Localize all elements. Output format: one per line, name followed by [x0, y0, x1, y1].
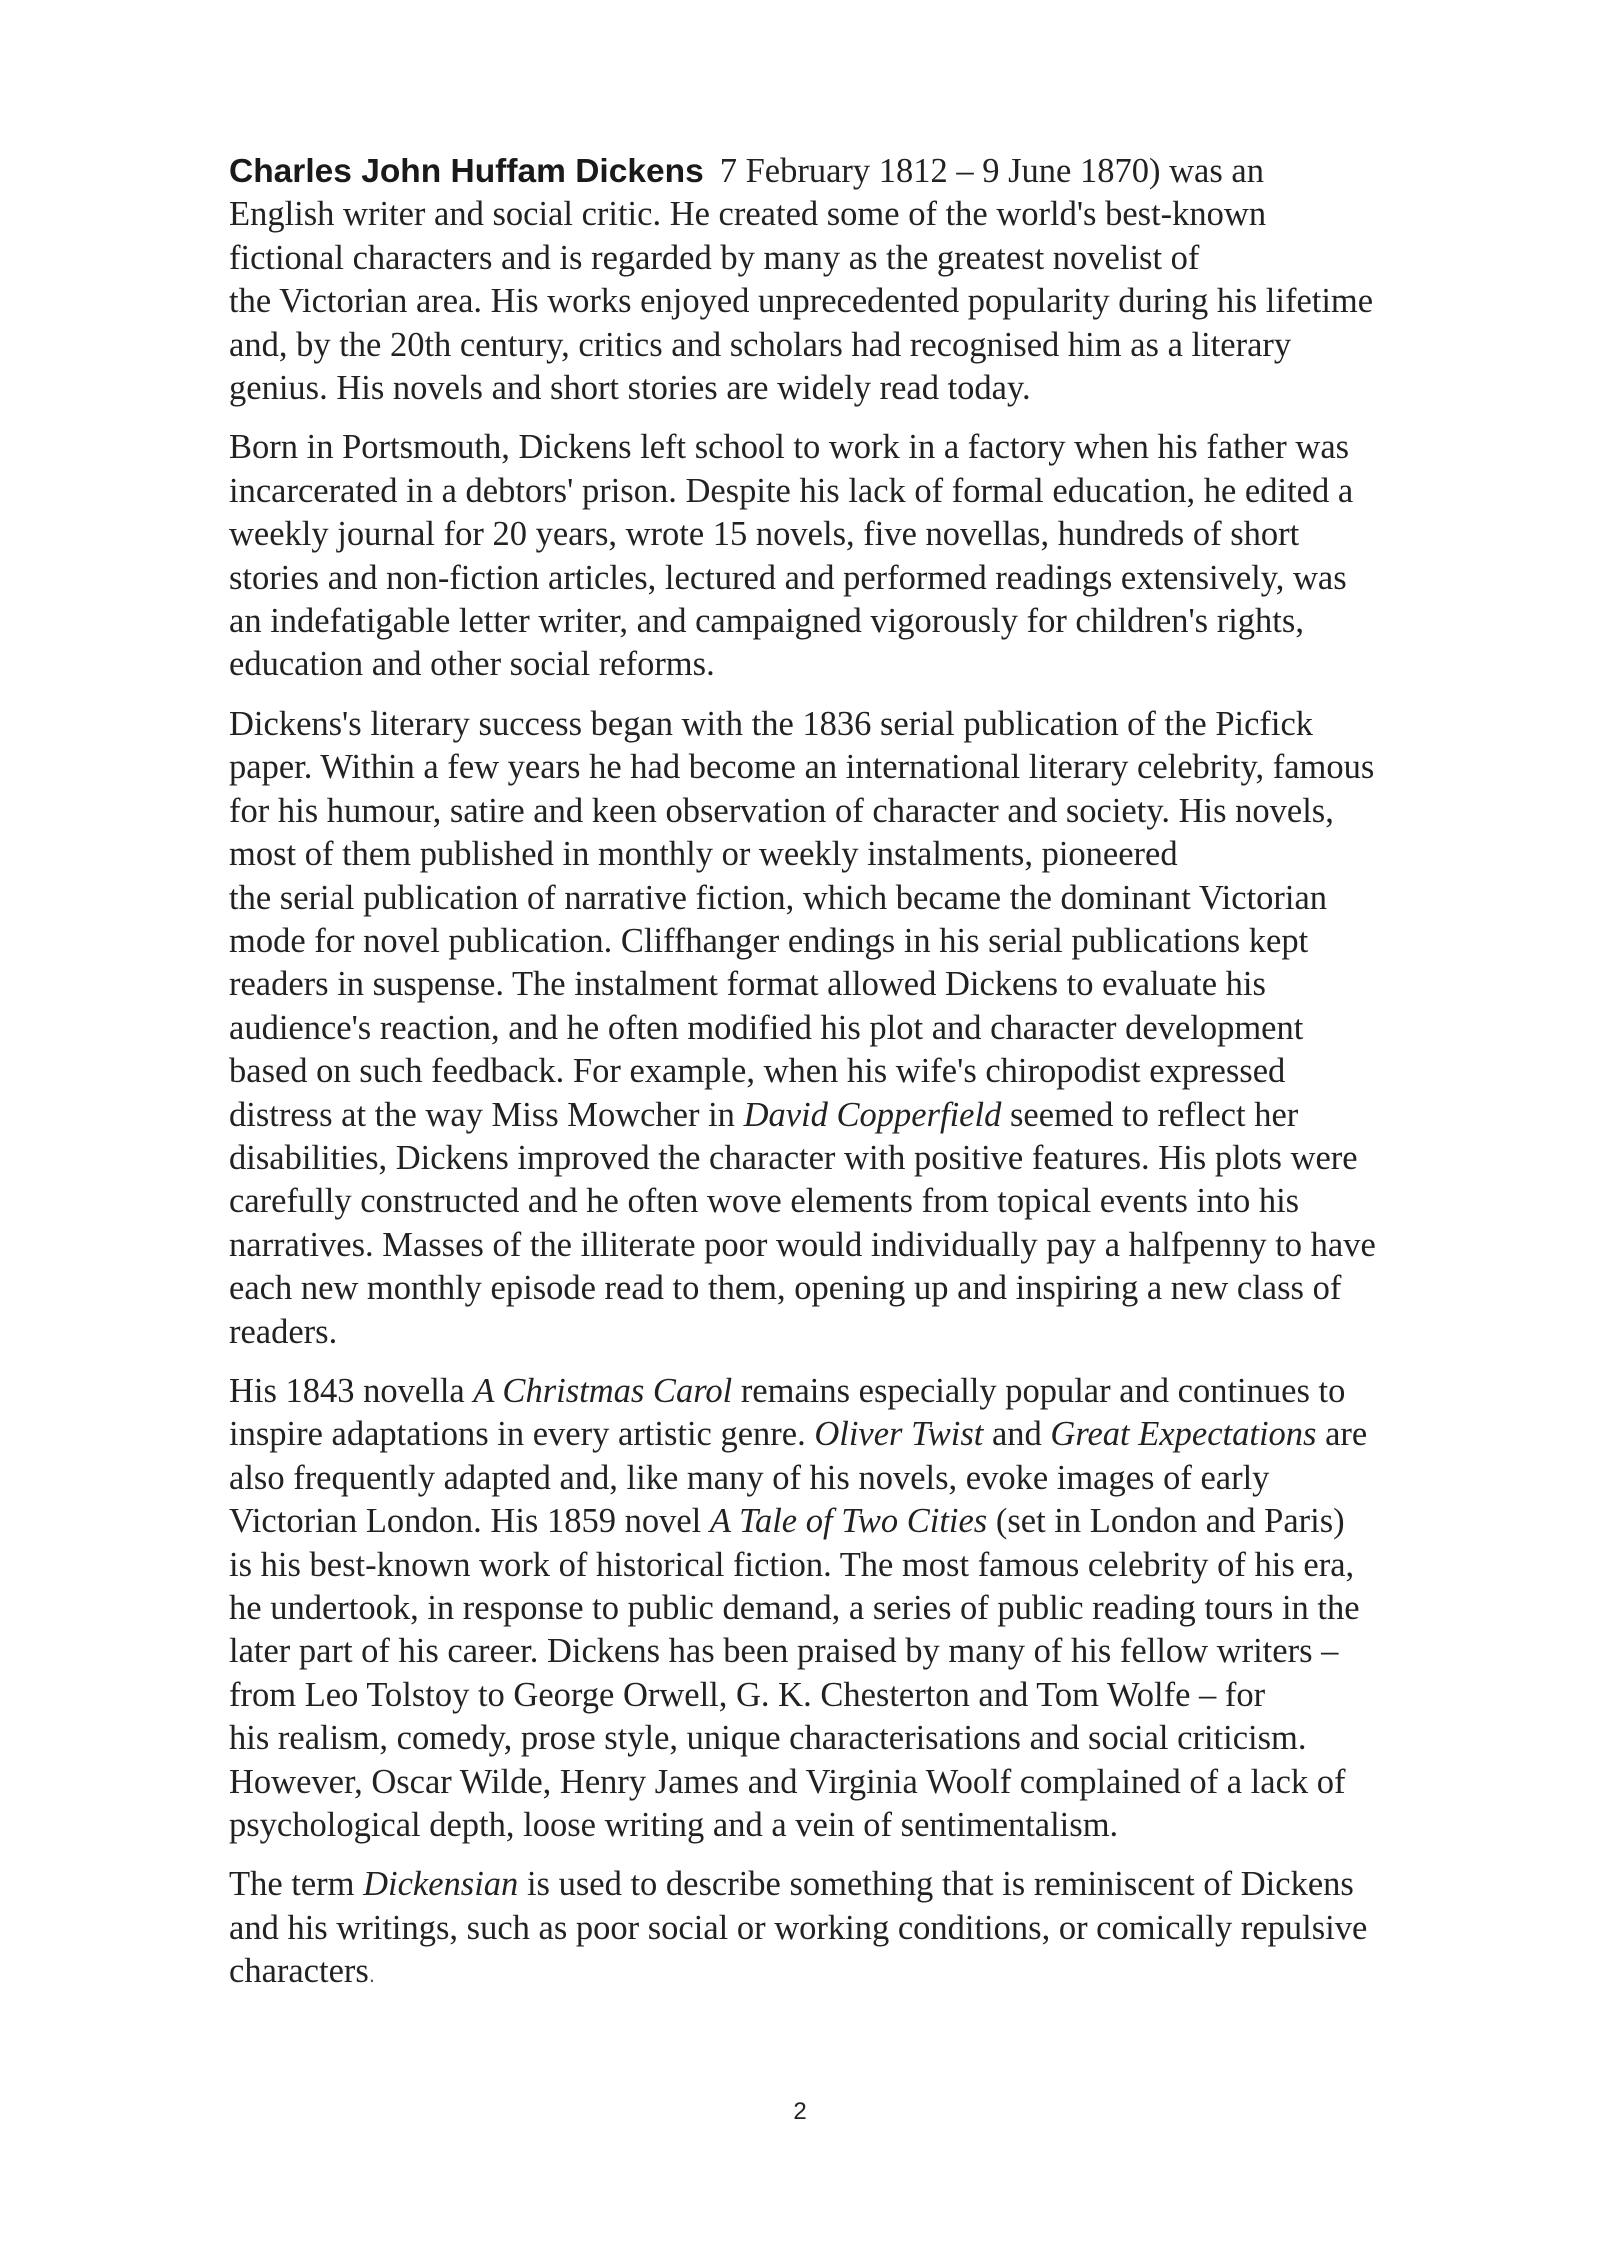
text-run: and his writings, such as poor social or working conditions, or comically repulsive — [229, 1908, 1368, 1947]
text-run: remains especially popular and continues to — [732, 1371, 1346, 1410]
trailing-period: . — [368, 1962, 375, 1988]
text-run: from Leo Tolstoy to George Orwell, G. K. Chesterton and Tom Wolfe – for — [229, 1675, 1266, 1714]
text-line — [229, 1804, 1519, 1847]
paragraph — [229, 426, 1519, 686]
text-line — [229, 1180, 1519, 1223]
text-run: based on such feedback. For example, when his wife's chiropodist expressed — [229, 1052, 1286, 1091]
text-run: most of them published in monthly or weekly instalments, pioneered — [229, 835, 1178, 874]
text-line — [229, 790, 1519, 833]
text-line — [229, 237, 1519, 280]
text-line — [229, 1050, 1519, 1093]
paragraph — [229, 150, 1519, 410]
text-run: Dickens's literary success began with the 1836 serial publication of the Picfick — [229, 704, 1314, 743]
text-run: his realism, comedy, prose style, unique characterisations and social criticism. — [229, 1719, 1307, 1758]
text-line — [229, 920, 1519, 963]
text-line — [229, 600, 1519, 643]
text-run: readers. — [229, 1312, 338, 1351]
text-run: each new monthly episode read to them, opening up and inspiring a new class of — [229, 1269, 1342, 1308]
text-run: audience's reaction, and he often modified his plot and character development — [229, 1008, 1304, 1047]
text-run: However, Oscar Wilde, Henry James and Virginia Woolf complained of a lack of — [229, 1762, 1346, 1801]
text-line — [229, 1717, 1519, 1760]
text-run: the Victorian area. His works enjoyed unprecedented popularity during his lifetime — [229, 282, 1374, 321]
text-run: also frequently adapted and, like many of his novels, evoke images of early — [229, 1458, 1270, 1497]
paragraph — [229, 703, 1519, 1354]
italic-title: Great Expectations — [1050, 1415, 1317, 1454]
text-run: Born in Portsmouth, Dickens left school to work in a factory when his father was — [229, 428, 1350, 467]
text-run: for his humour, satire and keen observation of character and society. His novels, — [229, 791, 1334, 830]
text-run: characters — [229, 1952, 369, 1991]
text-line — [229, 1500, 1519, 1543]
text-run: and, by the 20th century, critics and scholars had recognised him as a literary — [229, 325, 1292, 364]
text-run: psychological depth, loose writing and a vein of sentimentalism. — [229, 1806, 1119, 1845]
text-line — [229, 367, 1519, 410]
text-line — [229, 557, 1519, 600]
text-line — [229, 643, 1519, 686]
text-line — [229, 1094, 1519, 1137]
italic-title: Dickensian — [363, 1865, 519, 1904]
text-run: mode for novel publication. Cliffhanger endings in his serial publications kept — [229, 921, 1309, 960]
text-line — [229, 150, 1519, 193]
text-run: stories and non-fiction articles, lectured and performed readings extensively, was — [229, 558, 1347, 597]
italic-title: David Copperfield — [743, 1095, 1002, 1134]
text-line — [229, 1761, 1519, 1804]
text-run: Victorian London. His 1859 novel — [229, 1502, 710, 1541]
text-line — [229, 1007, 1519, 1050]
text-line — [229, 1224, 1519, 1267]
text-line — [229, 426, 1519, 469]
text-line — [229, 324, 1519, 367]
text-line — [229, 1137, 1519, 1180]
text-run: distress at the way Miss Mowcher in — [229, 1095, 744, 1134]
text-run: later part of his career. Dickens has been praised by many of his fellow writers – — [229, 1632, 1339, 1671]
text-run: and — [983, 1415, 1051, 1454]
text-run: the serial publication of narrative fiction, which became the dominant Victorian — [229, 878, 1328, 917]
text-line — [229, 703, 1519, 746]
text-run: is his best-known work of historical fiction. The most famous celebrity of his era, — [229, 1545, 1355, 1584]
text-line — [229, 280, 1519, 323]
paragraph — [229, 1863, 1519, 1996]
text-line — [229, 470, 1519, 513]
text-line — [229, 1370, 1519, 1413]
text-run: readers in suspense. The instalment format allowed Dickens to evaluate his — [229, 965, 1266, 1004]
text-run: inspire adaptations in every artistic genre. — [229, 1415, 815, 1454]
text-line — [229, 1544, 1519, 1587]
text-run: The term — [229, 1865, 364, 1904]
text-line — [229, 193, 1519, 236]
text-line — [229, 963, 1519, 1006]
text-line — [229, 513, 1519, 556]
text-line — [229, 1674, 1519, 1717]
paragraph — [229, 1370, 1519, 1847]
document-body — [229, 150, 1519, 2013]
text-run: education and other social reforms. — [229, 645, 715, 684]
text-run: incarcerated in a debtors' prison. Despite his lack of formal education, he edited a — [229, 471, 1354, 510]
text-line — [229, 833, 1519, 876]
text-run: English writer and social critic. He created some of the world's best-known — [229, 195, 1267, 234]
text-run: disabilities, Dickens improved the character with positive features. His plots were — [229, 1138, 1358, 1177]
page-number: 2 — [793, 2098, 807, 2125]
text-run: are — [1316, 1415, 1368, 1454]
text-run: narratives. Masses of the illiterate poor would individually pay a halfpenny to have — [229, 1225, 1376, 1264]
text-run: an indefatigable letter writer, and campaigned vigorously for children's rights, — [229, 602, 1304, 641]
text-run: weekly journal for 20 years, wrote 15 novels, five novellas, hundreds of short — [229, 515, 1300, 554]
text-run: carefully constructed and he often wove elements from topical events into his — [229, 1182, 1300, 1221]
text-line — [229, 746, 1519, 789]
text-line — [229, 1457, 1519, 1500]
text-line — [229, 1587, 1519, 1630]
italic-title: A Christmas Carol — [473, 1371, 733, 1410]
text-run: is used to describe something that is reminiscent of Dickens — [518, 1865, 1354, 1904]
italic-title: A Tale of Two Cities — [709, 1502, 988, 1541]
text-line — [229, 1413, 1519, 1456]
text-line — [229, 1863, 1519, 1906]
text-line — [229, 1950, 1519, 1996]
text-run: paper. Within a few years he had become an international literary celebrity, famous — [229, 748, 1375, 787]
subject-name: Charles John Huffam Dickens — [229, 153, 704, 190]
italic-title: Oliver Twist — [814, 1415, 984, 1454]
text-line — [229, 1907, 1519, 1950]
text-run: fictional characters and is regarded by many as the greatest novelist of — [229, 238, 1200, 277]
text-run: 7 February 1812 – 9 June 1870) was an — [719, 152, 1264, 190]
text-line — [229, 1311, 1519, 1354]
text-line — [229, 1267, 1519, 1310]
text-run: His 1843 novella — [229, 1371, 474, 1410]
text-run: seemed to reflect her — [1001, 1095, 1299, 1134]
text-run: genius. His novels and short stories are widely read today. — [229, 369, 1031, 408]
text-run: (set in London and Paris) — [987, 1502, 1345, 1541]
text-line — [229, 1630, 1519, 1673]
text-line — [229, 877, 1519, 920]
text-run: he undertook, in response to public demand, a series of public reading tours in the — [229, 1589, 1360, 1627]
